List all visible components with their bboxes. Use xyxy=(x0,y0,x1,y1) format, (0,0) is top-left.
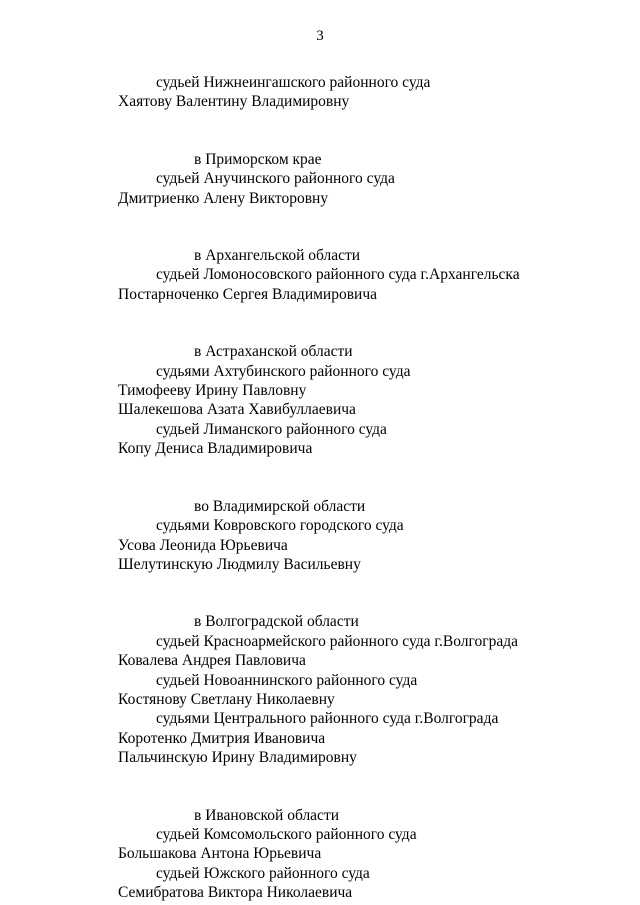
section-spacer xyxy=(118,768,600,806)
court-line: судьей Красноармейского районного суда г.Волгограда xyxy=(156,632,518,650)
region-heading: в Ивановской области xyxy=(194,806,340,824)
region-heading: в Приморском крае xyxy=(194,150,322,168)
section-spacer xyxy=(118,112,600,150)
court-line: судьей Ломоносовского районного суда г.Архангельска xyxy=(156,266,520,284)
court-line: судьями Ахтубинского районного суда xyxy=(156,362,411,380)
region-heading: во Владимирской области xyxy=(194,497,366,515)
document-body xyxy=(118,73,600,903)
court-line: судьей Анучинского районного суда xyxy=(156,170,395,188)
judge-name-line: Хаятову Валентину Владимировну xyxy=(118,93,350,111)
judge-name-line: Шалекешова Азата Хавибуллаевича xyxy=(118,401,356,419)
section-spacer xyxy=(118,304,600,342)
judge-name-line: Постарноченко Сергея Владимировича xyxy=(118,285,378,303)
judge-name-line: Тимофееву Ирину Павловну xyxy=(118,382,307,400)
page-number: 3 xyxy=(316,28,324,44)
judge-name-line: Ковалева Андрея Павловича xyxy=(118,652,306,670)
section-spacer xyxy=(118,208,600,246)
court-line: судьей Нижнеингашского районного суда xyxy=(156,74,431,91)
region-heading: в Волгоградской области xyxy=(194,613,359,631)
judge-name-line: Семибратова Виктора Николаевича xyxy=(118,884,353,902)
judge-name-line: Пальчинскую Ирину Владимировну xyxy=(118,749,357,767)
court-line: судьей Лиманского районного суда xyxy=(156,420,387,438)
section-spacer xyxy=(118,574,600,612)
section-spacer xyxy=(118,459,600,497)
court-line: судьями Центрального районного суда г.Волгограда xyxy=(156,710,499,728)
judge-name-line: Большакова Антона Юрьевича xyxy=(118,845,322,863)
judge-name-line: Костянову Светлану Николаевну xyxy=(118,690,335,708)
judge-name-line: Копу Дениса Владимировича xyxy=(118,440,313,458)
region-heading: в Астраханской области xyxy=(194,343,353,361)
judge-name-line: Шелутинскую Людмилу Васильевну xyxy=(118,555,361,573)
court-line: судьей Новоаннинского районного суда xyxy=(156,671,418,689)
court-line: судьей Комсомольского районного суда xyxy=(156,825,417,843)
judge-name-line: Дмитриенко Алену Викторовну xyxy=(118,189,329,207)
court-line: судьями Ковровского городского суда xyxy=(156,517,404,535)
judge-name-line: Усова Леонида Юрьевича xyxy=(118,536,288,554)
court-line: судьей Южского районного суда xyxy=(156,864,370,882)
region-heading: в Архангельской области xyxy=(194,247,361,265)
judge-name-line: Коротенко Дмитрия Ивановича xyxy=(118,729,326,747)
